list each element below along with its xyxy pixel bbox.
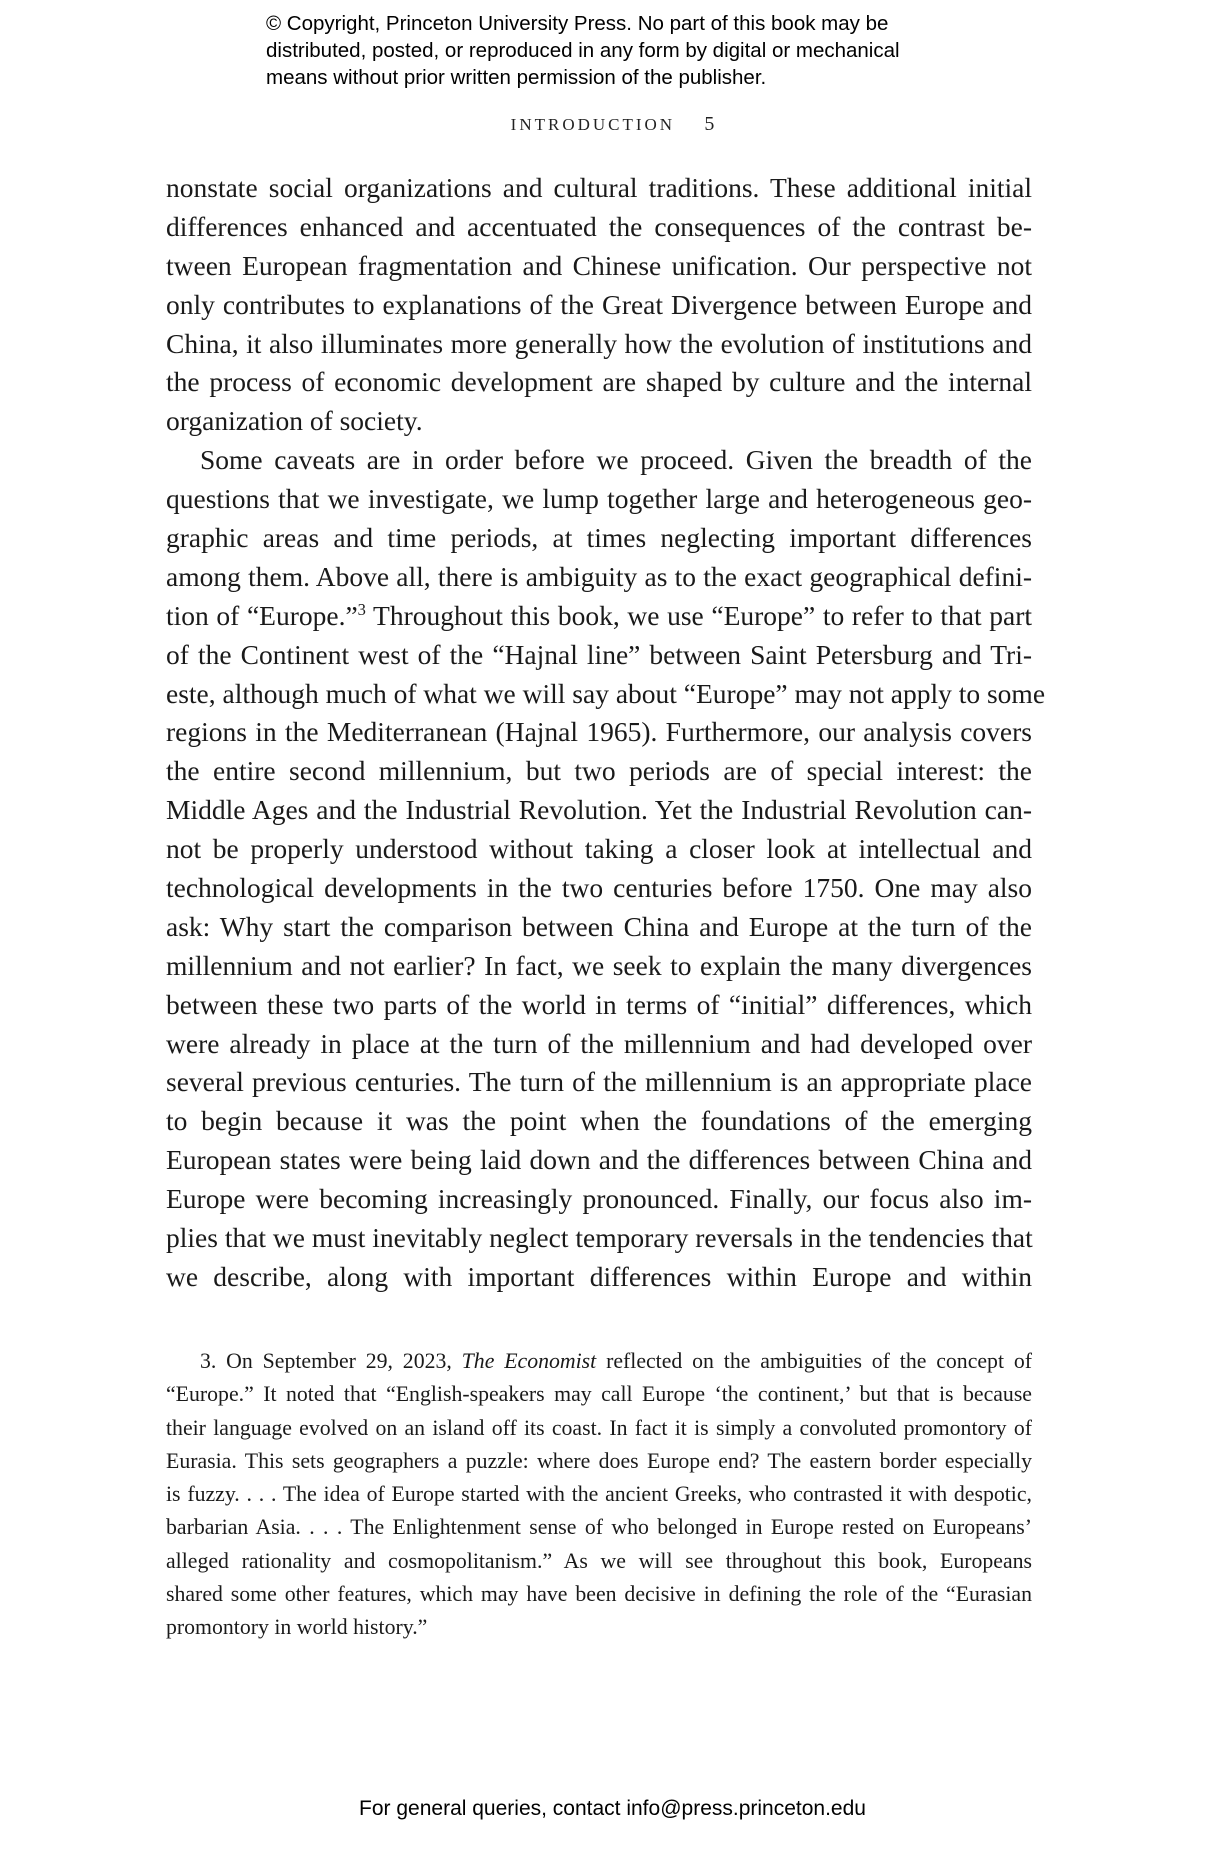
- copyright-line: means without prior written permission of the publisher.: [266, 66, 767, 89]
- running-head: [0, 113, 1225, 136]
- footnote-line: shared some other features, which may have been decisive in defining the role of the “Eurasian: [166, 1582, 1032, 1607]
- footnote-reference[interactable]: 3: [357, 599, 366, 619]
- text-line: graphic areas and time periods, at times neglecting important differences: [166, 522, 1032, 554]
- text-segment: tion of “Europe.”: [166, 599, 358, 631]
- text-line: Europe were becoming increasingly pronounced. Finally, our focus also im-: [166, 1183, 1032, 1215]
- text-line: Some caveats are in order before we proceed. Given the breadth of the: [200, 444, 1032, 476]
- text-line: among them. Above all, there is ambiguity as to the exact geographical defini-: [166, 560, 1032, 592]
- text-segment: 3. On September 29, 2023,: [200, 1349, 462, 1373]
- text-line: between these two parts of the world in terms of “initial” differences, which: [166, 988, 1032, 1020]
- text-line: to begin because it was the point when the foundations of the emerging: [166, 1105, 1032, 1137]
- text-line: technological developments in the two centuries before 1750. One may also: [166, 872, 1032, 904]
- footnote-line: alleged rationality and cosmopolitanism.” As we will see throughout this book, Europeans: [166, 1548, 1032, 1573]
- footnote-line: promontory in world history.”: [166, 1615, 428, 1640]
- text-line: we describe, along with important differences within Europe and within: [166, 1260, 1032, 1292]
- footnote-line: their language evolved on an island off its coast. In fact it is simply a convoluted promontory of: [166, 1415, 1032, 1440]
- paragraph-1: [166, 169, 1032, 441]
- text-line: China, it also illuminates more generally how the evolution of institutions and: [166, 327, 1032, 359]
- text-line: Middle Ages and the Industrial Revolution. Yet the Industrial Revolution can-: [166, 794, 1032, 826]
- text-line: of the Continent west of the “Hajnal line” between Saint Petersburg and Tri-: [166, 638, 1032, 670]
- text-line: este, although much of what we will say about “Europe” may not apply to some: [166, 677, 1046, 709]
- footnote-line: barbarian Asia. . . . The Enlightenment sense of who belonged in Europe rested on Europeans’: [166, 1515, 1032, 1540]
- text-segment: Throughout this book, we use “Europe” to refer to that part: [365, 599, 1032, 631]
- footnote-line: is fuzzy. . . . The idea of Europe started with the ancient Greeks, who contrasted it with despotic,: [166, 1482, 1032, 1507]
- footnote-line: [166, 1345, 1032, 1378]
- copyright-notice: [266, 10, 1026, 91]
- text-line: not be properly understood without taking a closer look at intellectual and: [166, 833, 1032, 865]
- running-head-title: INTRODUCTION: [510, 115, 676, 134]
- text-line: the process of economic development are shaped by culture and the internal: [166, 366, 1032, 398]
- publication-title: The Economist: [461, 1349, 597, 1373]
- text-line: organization of society.: [166, 405, 423, 437]
- copyright-line: © Copyright, Princeton University Press. No part of this book may be: [266, 12, 889, 35]
- body-text: [166, 169, 1046, 1297]
- text-line: nonstate social organizations and cultural traditions. These additional initial: [166, 172, 1032, 203]
- text-line: tween European fragmentation and Chinese unification. Our perspective not: [166, 249, 1032, 281]
- text-line: ask: Why start the comparison between China and Europe at the turn of the: [166, 910, 1032, 942]
- text-line: several previous centuries. The turn of the millennium is an appropriate place: [166, 1066, 1032, 1098]
- text-line: plies that we must inevitably neglect temporary reversals in the tendencies that: [166, 1222, 1033, 1254]
- text-line: millennium and not earlier? In fact, we seek to explain the many divergences: [166, 949, 1032, 981]
- text-line: European states were being laid down and the differences between China and: [166, 1144, 1032, 1176]
- text-segment: reflected on the ambiguities of the concept of: [596, 1349, 1032, 1373]
- text-line: differences enhanced and accentuated the consequences of the contrast be-: [166, 210, 1032, 242]
- text-line: only contributes to explanations of the Great Divergence between Europe and: [166, 288, 1032, 320]
- footnote-3: [166, 1345, 1032, 1645]
- text-line: were already in place at the turn of the millennium and had developed over: [166, 1027, 1032, 1059]
- text-line: the entire second millennium, but two periods are of special interest: the: [166, 755, 1032, 787]
- text-line: questions that we investigate, we lump together large and heterogeneous geo-: [166, 483, 1032, 515]
- footer-contact: For general queries, contact info@press.princeton.edu: [359, 1797, 866, 1820]
- footnote-line: “Europe.” It noted that “English-speakers may call Europe ‘the continent,’ but that is because: [166, 1382, 1032, 1407]
- paragraph-2: [166, 441, 1046, 1297]
- footnote-line: Eurasia. This sets geographers a puzzle: where does Europe end? The eastern border especially: [166, 1448, 1032, 1473]
- text-line: regions in the Mediterranean (Hajnal 1965). Furthermore, our analysis covers: [166, 716, 1032, 748]
- page-number: 5: [704, 113, 715, 135]
- text-line-with-note: [166, 597, 1032, 636]
- copyright-line: distributed, posted, or reproduced in any form by digital or mechanical: [266, 39, 900, 62]
